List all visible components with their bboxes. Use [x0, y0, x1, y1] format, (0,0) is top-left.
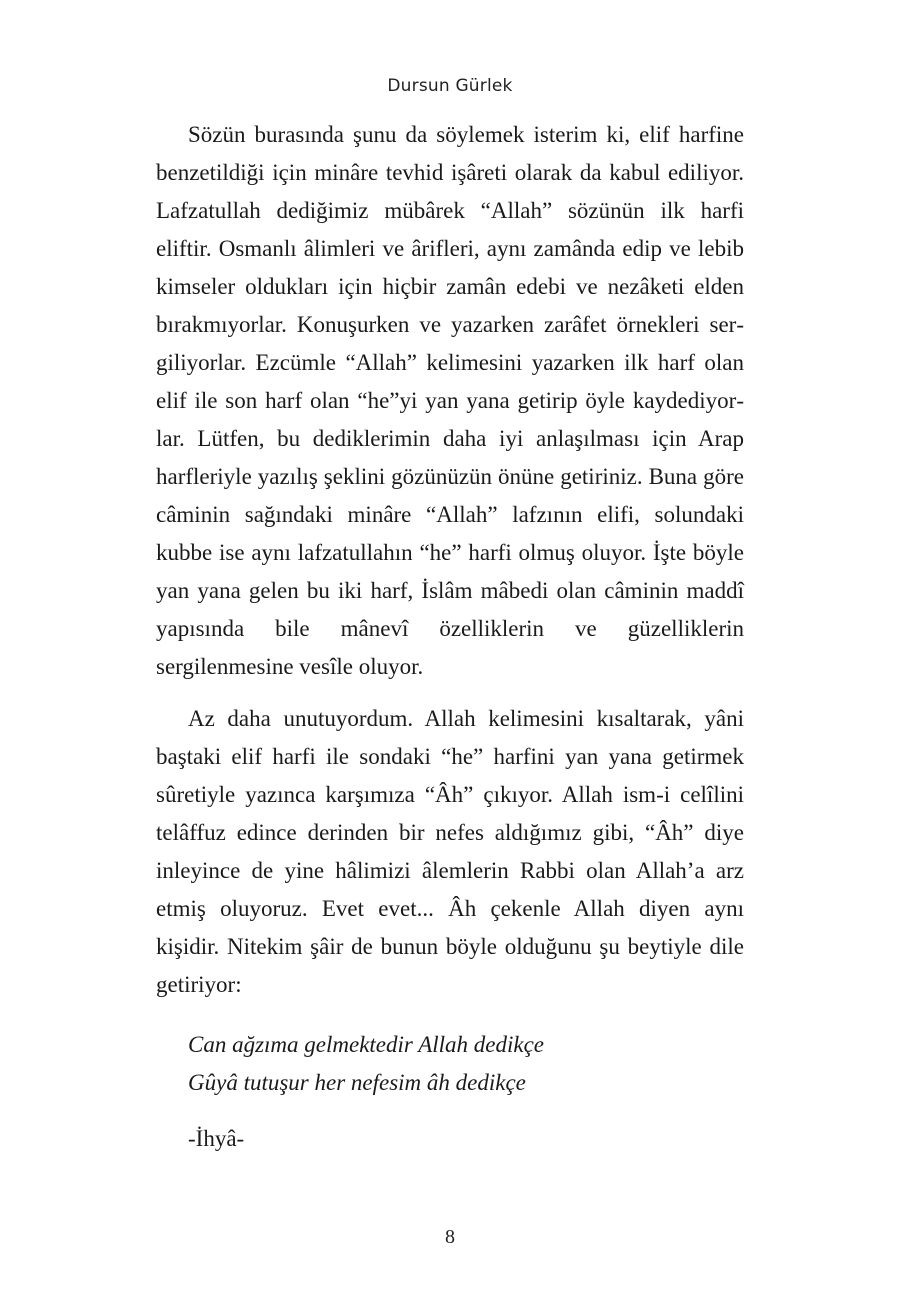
body-text — [156, 116, 744, 1158]
verse-couplet — [188, 1026, 744, 1102]
paragraph-2: Az daha unutuyordum. Allah kelimesini kısaltarak, yâni baştaki elif harfi ile sondaki “he” harfini yan yana getirmek sûretiyle yazınca karşımıza “Âh” çıkıyor. Allah ism-i celîlini telâffuz edince derinden bir nefes aldığımız gibi, “Âh” diye inleyince de yine hâlimizi âlemlerin Rabbi olan Allah’a arz etmiş oluyoruz. Evet evet... Âh çekenle Allah diyen aynı kişidir. Nitekim şâir de bunun böyle olduğunu şu beytiyle dile getiriyor: — [156, 706, 744, 997]
paragraph-1: Sözün burasında şunu da söylemek isterim ki, elif harfine benzetildiği için minâre tevhid işâreti olarak da kabul ediliyor. Lafzatullah dediğimiz mübârek “Allah” sözünün ilk harfi eliftir. Osmanlı âlimleri ve ârifleri, aynı zamânda edip ve lebib kimseler oldukları için hiçbir zamân edebi ve nezâketi elden bırakmıyorlar. Konuşurken ve yazarken zarâfet örnekleri sergiliyorlar. Ezcümle “Allah” kelimesini yazarken ilk harf olan elif ile son harf olan “he”yi yan yana getirip öyle kaydediyorlar. Lütfen, bu dediklerimin daha iyi anlaşılması için Arap harfleriyle yazılış şeklini gözünüzün önüne getiriniz. Buna göre câminin sağındaki minâre “Allah” lafzının elifi, solundaki kubbe ise aynı lafzatullahın “he” harfi olmuş oluyor. İşte böyle yan yana gelen bu iki harf, İslâm mâbedi olan câminin maddî yapısında bile mânevî özelliklerin ve güzelliklerin sergilenmesine vesîle oluyor. — [156, 122, 744, 679]
verse-line-1: Can ağzıma gelmektedir Allah dedikçe — [188, 1032, 544, 1057]
verse-attribution: -İhyâ- — [188, 1126, 245, 1151]
running-head-author: Dursun Gürlek — [387, 76, 513, 96]
page-number: 8 — [445, 1226, 455, 1248]
verse-line-2: Gûyâ tutuşur her nefesim âh dedikçe — [188, 1070, 526, 1095]
